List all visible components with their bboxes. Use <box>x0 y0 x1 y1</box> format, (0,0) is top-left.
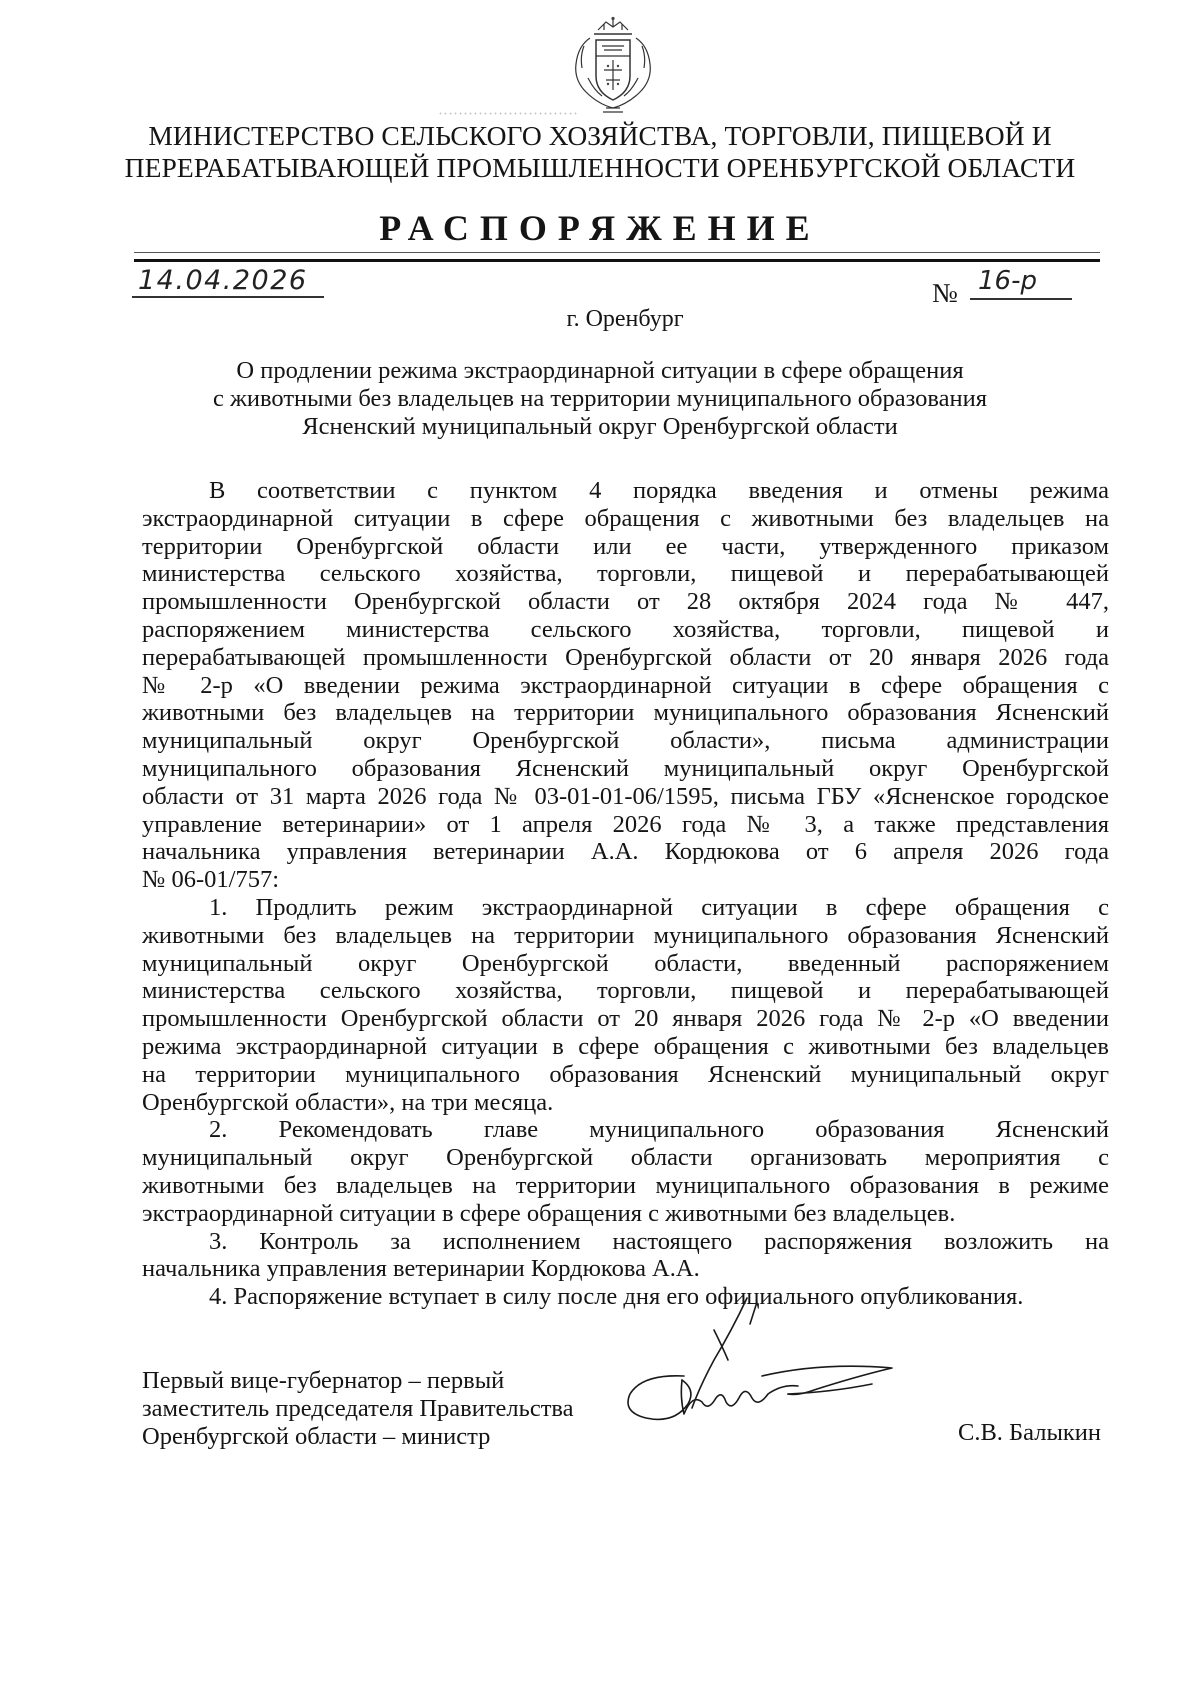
body-line: экстраординарной ситуации в сфере обращения с животными без владельцев на <box>142 504 1109 532</box>
body-line: № 06-01/757: <box>142 866 280 894</box>
header-rule-bold <box>134 259 1100 262</box>
body-line: начальника управления ветеринарии Кордюкова А.А. <box>142 1255 700 1283</box>
ministry-name-line-2: ПЕРЕРАБАТЫВАЮЩЕЙ ПРОМЫШЛЕННОСТИ ОРЕНБУРГСКОЙ ОБЛАСТИ <box>124 152 1076 183</box>
body-line: промышленности Оренбургской области от 20 января 2026 года № 2-р «О введении <box>142 1005 1109 1033</box>
number-underline <box>970 298 1072 300</box>
body-line: 3. Контроль за исполнением настоящего распоряжения возложить на <box>209 1227 1109 1255</box>
document-date: 14.04.2026 <box>138 265 308 296</box>
body-line: перерабатывающей промышленности Оренбургской области от 20 января 2026 года <box>142 643 1109 671</box>
document-number-label: № <box>932 278 958 308</box>
position-line: Оренбургской области – министр <box>142 1423 491 1450</box>
signatory-position <box>142 1367 574 1451</box>
document-city: г. Оренбург <box>566 306 684 332</box>
body-line: № 2-р «О введении режима экстраординарной ситуации в сфере обращения с <box>142 671 1109 699</box>
signatory-name: С.В. Балыкин <box>958 1419 1102 1446</box>
document-type-heading: РАСПОРЯЖЕНИЕ <box>379 208 821 248</box>
document-title <box>150 357 1050 441</box>
body-line: 2. Рекомендовать главе муниципального образования Ясненский <box>209 1116 1109 1144</box>
body-line: промышленности Оренбургской области от 28 октября 2024 года № 447, <box>142 588 1109 616</box>
body-line: министерства сельского хозяйства, торговли, пищевой и перерабатывающей <box>142 977 1109 1005</box>
coat-of-arms-emblem <box>568 16 658 114</box>
body-line: муниципального образования Ясненский муниципальный округ Оренбургской <box>142 754 1109 782</box>
body-line: на территории муниципального образования Ясненский муниципальный округ <box>142 1060 1109 1088</box>
position-line: заместитель председателя Правительства <box>142 1395 574 1422</box>
body-line: животными без владельцев на территории муниципального образования Ясненский <box>142 699 1109 727</box>
body-line: 1. Продлить режим экстраординарной ситуации в сфере обращения с <box>209 893 1109 921</box>
body-line: В соответствии с пунктом 4 порядка введения и отмены режима <box>209 477 1109 504</box>
body-line: животными без владельцев на территории муниципального образования Ясненский <box>142 921 1109 949</box>
body-line: муниципальный округ Оренбургской области, введенный распоряжением <box>142 949 1109 977</box>
title-line: О продлении режима экстраординарной ситуации в сфере обращения <box>236 357 964 384</box>
body-line: распоряжением министерства сельского хозяйства, торговли, пищевой и <box>142 615 1109 643</box>
body-line: управление ветеринарии» от 1 апреля 2026 года № 3, а также представления <box>142 810 1109 838</box>
body-line: 4. Распоряжение вступает в силу после дня его официального опубликования. <box>209 1283 1024 1311</box>
ministry-name-line-1: МИНИСТЕРСТВО СЕЛЬСКОГО ХОЗЯЙСТВА, ТОРГОВЛИ, ПИЩЕВОЙ И <box>148 120 1052 151</box>
position-line: Первый вице-губернатор – первый <box>142 1367 505 1394</box>
scan-dots-line <box>438 112 578 115</box>
body-line: территории Оренбургской области или ее части, утвержденного приказом <box>142 532 1109 560</box>
date-underline <box>132 296 324 298</box>
body-line: начальника управления ветеринарии А.А. Кордюкова от 6 апреля 2026 года <box>142 838 1109 866</box>
document-number: 16-р <box>978 266 1037 296</box>
document-body <box>142 477 1109 1311</box>
body-line: Оренбургской области», на три месяца. <box>142 1088 554 1116</box>
body-line: области от 31 марта 2026 года № 03-01-01-06/1595, письма ГБУ «Ясненское городское <box>142 782 1109 810</box>
body-line: экстраординарной ситуации в сфере обращения с животными без владельцев. <box>142 1199 956 1227</box>
body-line: животными без владельцев на территории муниципального образования в режиме <box>142 1171 1109 1199</box>
body-line: муниципальный округ Оренбургской области», письма администрации <box>142 727 1109 755</box>
handwritten-signature <box>622 1290 922 1450</box>
body-line: муниципальный округ Оренбургской области организовать мероприятия с <box>142 1144 1109 1172</box>
header-rule-thin <box>134 252 1100 253</box>
title-line: Ясненский муниципальный округ Оренбургской области <box>302 413 898 440</box>
title-line: с животными без владельцев на территории муниципального образования <box>212 385 987 412</box>
body-line: режима экстраординарной ситуации в сфере обращения с животными без владельцев <box>142 1032 1109 1060</box>
body-line: министерства сельского хозяйства, торговли, пищевой и перерабатывающей <box>142 560 1109 588</box>
